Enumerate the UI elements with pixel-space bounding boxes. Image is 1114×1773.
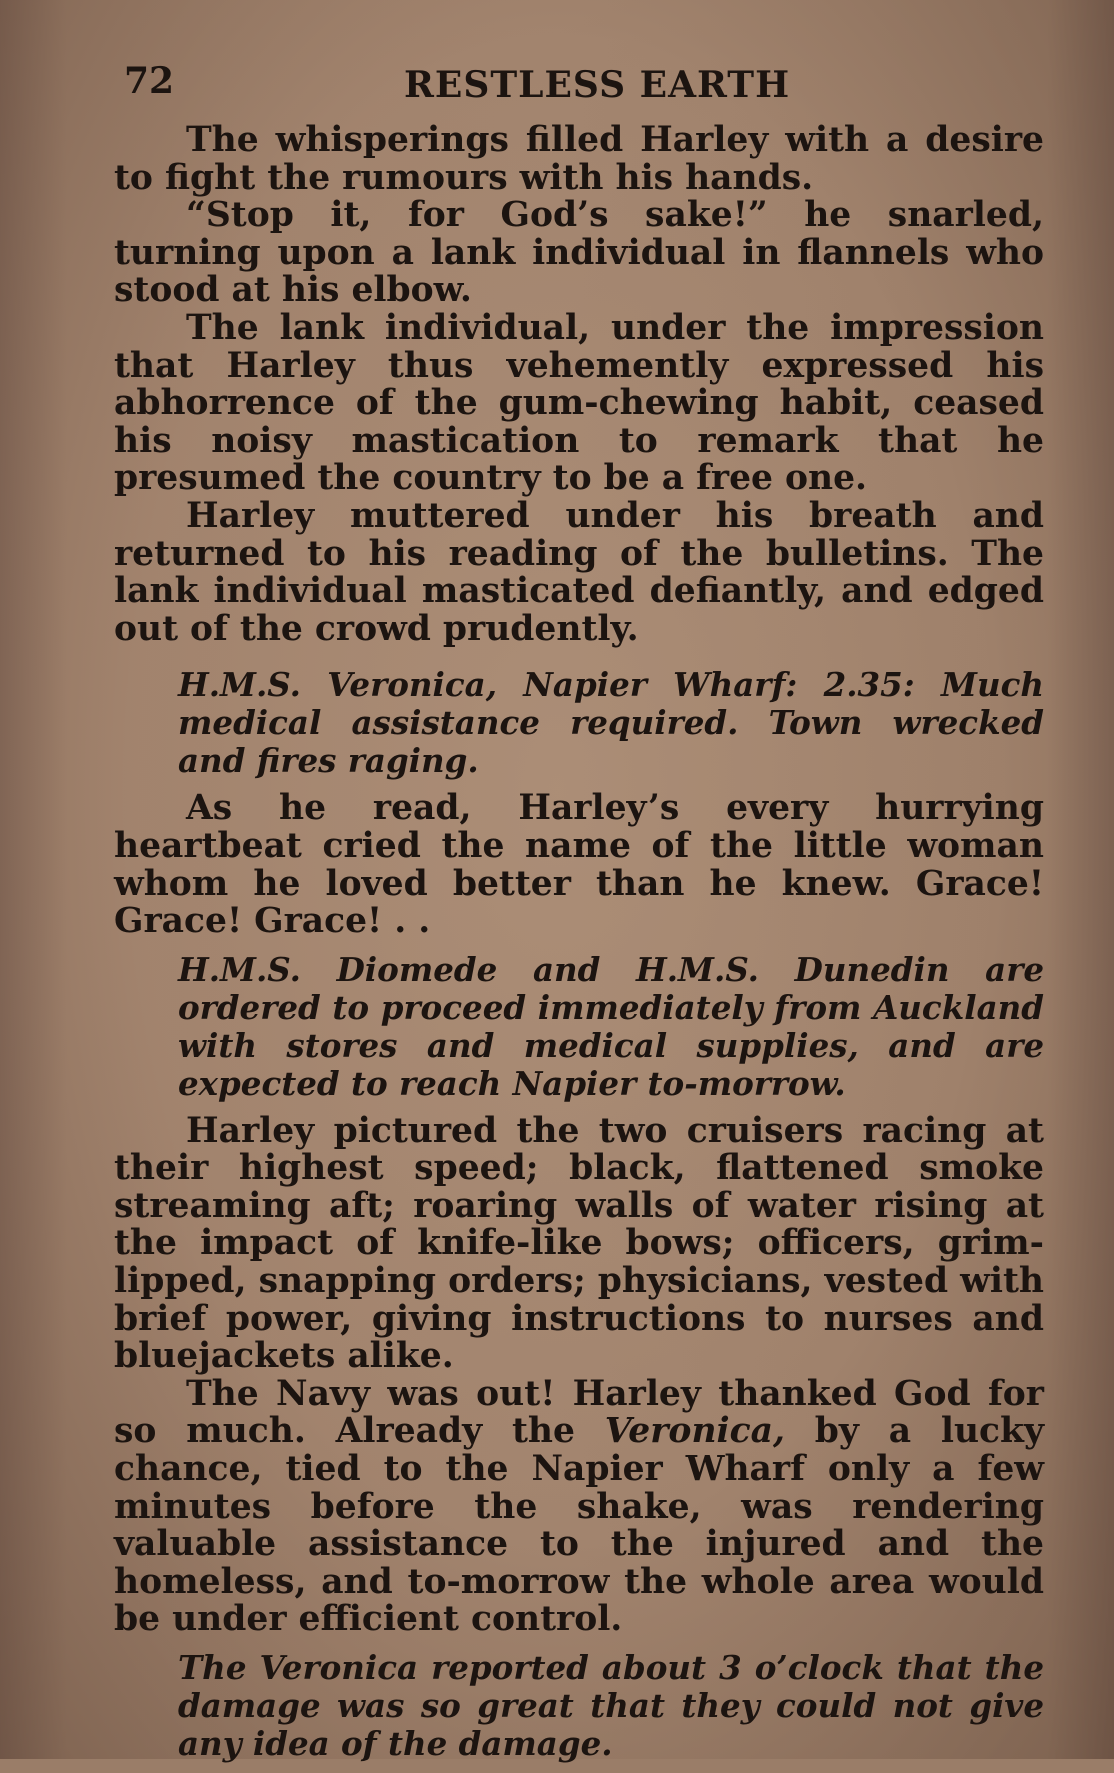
bulletin-quote: H.M.S. Diomede and H.M.S. Dunedin are ordered to proceed immediately from Auckland with stores and medical supplies, and are expected to reach Napier to-morrow. [178,949,1044,1103]
page-number: 72 [124,60,175,102]
ship-name: Veronica, [604,1411,786,1452]
body-text [114,122,1044,1773]
paragraph: “Stop it, for God’s sake!” he snarled, turning upon a lank individual in flannels who stood at his elbow. [114,195,1044,311]
paragraph: Harley pictured the two cruisers racing at their highest speed; black, flattened smoke streaming aft; roaring walls of water rising at the impact of knife-like bows; officers, grim-lipped, snapping orders; physicians, vested with brief power, giving instructions to nurses and bluejackets alike. [114,1110,1044,1377]
paragraph-text: by a lucky chance, tied to the Napier Wharf only a few minutes before the shake, was rendering valuable assistance to the injured and the homeless, and to-morrow the whole area would be under efficient control. [114,1411,1044,1640]
bulletin-quote: H.M.S. Veronica, Napier Wharf: 2.35: Much medical assistance required. Town wrecked and fires raging. [178,665,1044,781]
bulletin-quote: The Veronica reported about 3 o’clock that the damage was so great that they could not give any idea of the damage. [178,1648,1044,1763]
paragraph-text: The Navy was out! Harley thanked God for so much. Already the [114,1373,1044,1452]
paragraph [114,1373,1044,1640]
paragraph: As he read, Harley’s every hurrying heartbeat cried the name of the little woman whom he loved better than he knew. Grace! Grace! Grace! . . [114,788,1044,942]
paragraph: The lank individual, under the impression that Harley thus vehemently expressed his abhorrence of the gum-chewing habit, ceased his noisy mastication to remark that he presumed the country to be a free one. [114,307,1044,499]
running-head: RESTLESS EARTH [404,64,791,106]
paragraph: The whisperings filled Harley with a desire to fight the rumours with his hands. [114,120,1044,198]
page-header [124,60,1040,120]
paragraph: Harley muttered under his breath and returned to his reading of the bulletins. The lank individual masticated defiantly, and edged out of the crowd prudently. [114,495,1044,649]
